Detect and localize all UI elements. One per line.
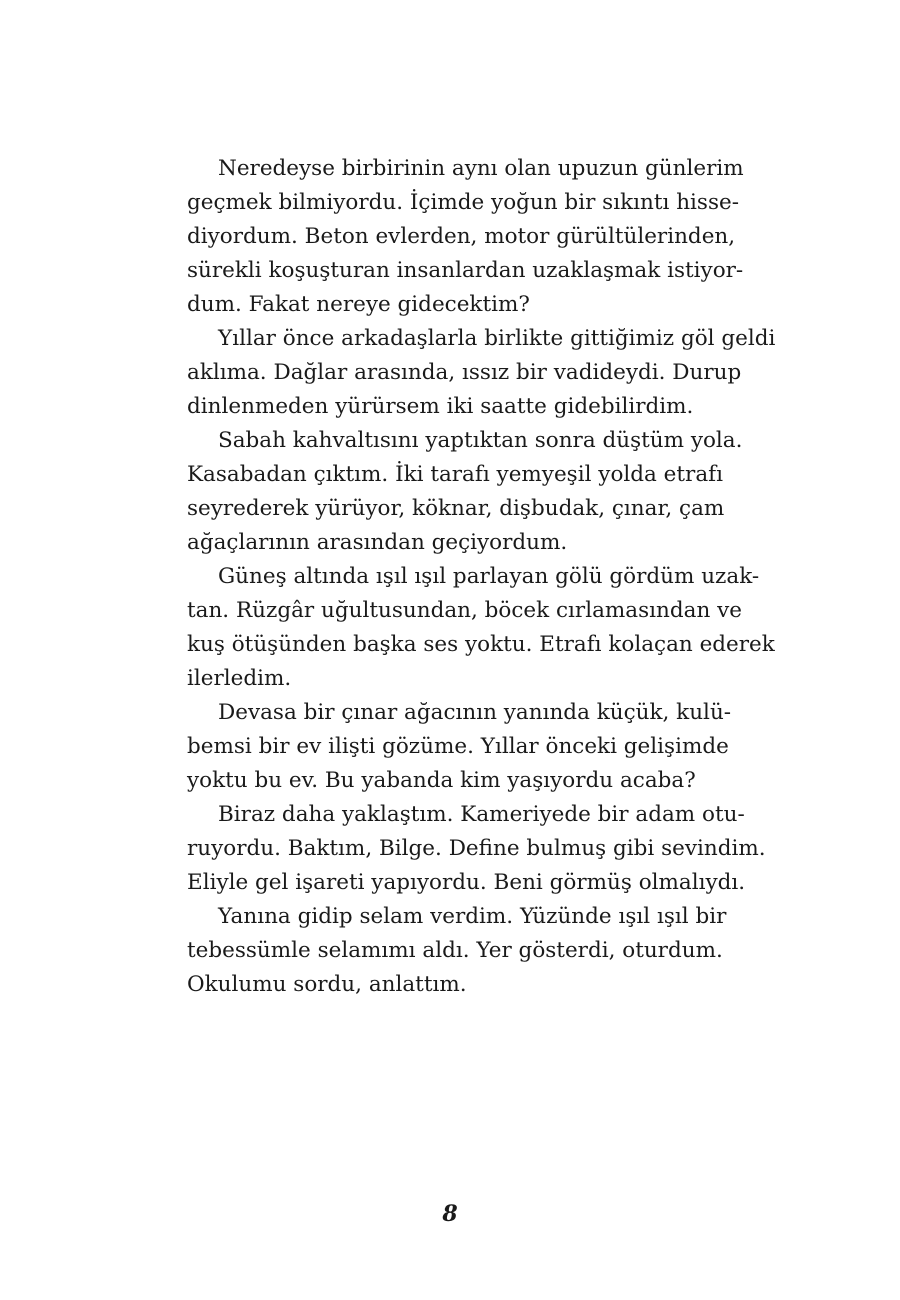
text-line: Güneş altında ışıl ışıl parlayan gölü gördüm uzak- bbox=[218, 564, 760, 589]
text-line: Kasabadan çıktım. İki tarafı yemyeşil yolda etrafı bbox=[187, 462, 723, 487]
body-text bbox=[187, 152, 776, 1002]
text-line: kuş ötüşünden başka ses yoktu. Etrafı kolaçan ederek bbox=[187, 632, 775, 657]
text-line: Yıllar önce arkadaşlarla birlikte gittiğimiz göl geldi bbox=[218, 326, 776, 351]
text-line: dum. Fakat nereye gidecektim? bbox=[187, 292, 530, 317]
paragraph bbox=[187, 560, 775, 696]
text-line: diyordum. Beton evlerden, motor gürültülerinden, bbox=[187, 224, 736, 249]
text-line: ağaçlarının arasından geçiyordum. bbox=[187, 530, 568, 555]
text-line: geçmek bilmiyordu. İçimde yoğun bir sıkıntı hisse- bbox=[187, 190, 739, 215]
text-line: Yanına gidip selam verdim. Yüzünde ışıl ışıl bir bbox=[218, 904, 727, 929]
text-line: Biraz daha yaklaştım. Kameriyede bir adam otu- bbox=[218, 802, 745, 827]
paragraph bbox=[187, 322, 776, 424]
paragraph bbox=[187, 798, 766, 900]
paragraph bbox=[187, 696, 732, 798]
paragraph bbox=[187, 900, 727, 1002]
text-line: Devasa bir çınar ağacının yanında küçük, kulü- bbox=[218, 700, 732, 725]
page-number: 8 bbox=[442, 1201, 458, 1227]
text-line: tebessümle selamımı aldı. Yer gösterdi, oturdum. bbox=[187, 938, 723, 963]
text-line: bemsi bir ev ilişti gözüme. Yıllar önceki gelişimde bbox=[187, 734, 729, 759]
text-line: ruyordu. Baktım, Bilge. Define bulmuş gibi sevindim. bbox=[187, 836, 766, 861]
text-line: seyrederek yürüyor, köknar, dişbudak, çınar, çam bbox=[187, 496, 725, 521]
text-line: yoktu bu ev. Bu yabanda kim yaşıyordu acaba? bbox=[187, 768, 696, 793]
text-line: ilerledim. bbox=[187, 666, 292, 691]
paragraph bbox=[187, 424, 743, 560]
paragraph bbox=[187, 152, 744, 322]
text-line: dinlenmeden yürürsem iki saatte gidebilirdim. bbox=[187, 394, 694, 419]
text-line: Eliyle gel işareti yapıyordu. Beni görmüş olmalıydı. bbox=[187, 870, 746, 895]
text-line: tan. Rüzgâr uğultusundan, böcek cırlamasından ve bbox=[187, 598, 742, 623]
text-line: Okulumu sordu, anlattım. bbox=[187, 972, 467, 997]
text-line: aklıma. Dağlar arasında, ıssız bir vadideydi. Durup bbox=[187, 360, 742, 385]
text-line: Sabah kahvaltısını yaptıktan sonra düştüm yola. bbox=[218, 428, 743, 453]
text-line: sürekli koşuşturan insanlardan uzaklaşmak istiyor- bbox=[187, 258, 744, 283]
text-line: Neredeyse birbirinin aynı olan upuzun günlerim bbox=[218, 156, 744, 181]
